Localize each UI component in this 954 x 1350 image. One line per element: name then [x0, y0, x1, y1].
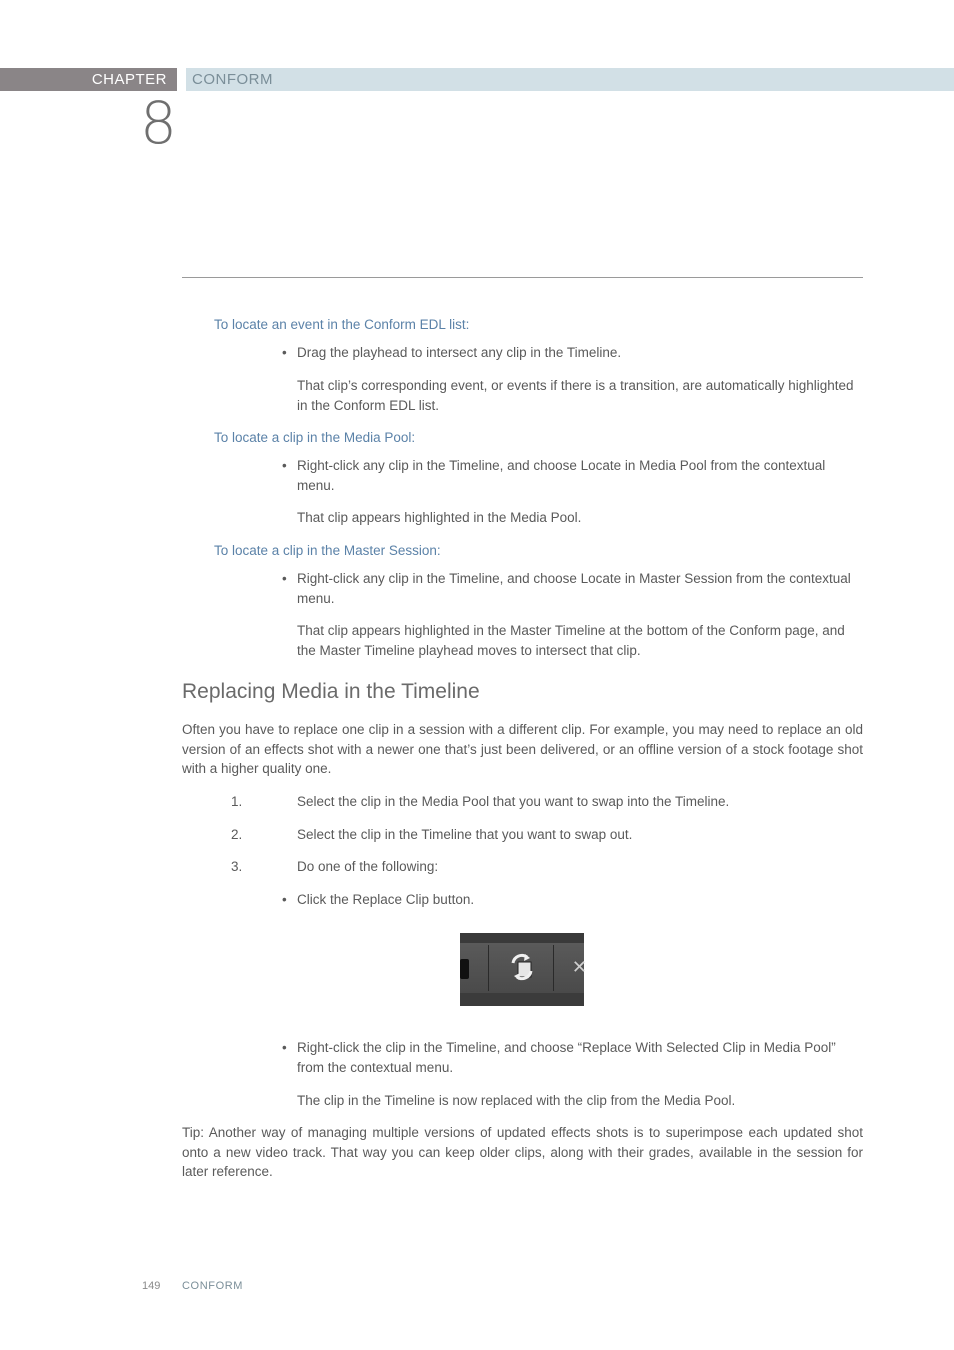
section-divider — [182, 277, 863, 278]
locate-media-pool-result: That clip appears highlighted in the Media Pool. — [297, 510, 582, 525]
bullet-marker: • — [282, 345, 287, 360]
chapter-number: 8 — [140, 89, 177, 157]
replace-result: The clip in the Timeline is now replaced with the clip from the Media Pool. — [297, 1093, 736, 1108]
page-number: 149 — [142, 1280, 161, 1292]
bullet-marker: • — [282, 458, 287, 473]
bullet-marker: • — [282, 571, 287, 586]
replace-option-menu: Right-click the clip in the Timeline, and choose “Replace With Selected Clip in Media Pool” from the contextual menu. — [297, 1040, 836, 1075]
replace-clip-toolbar-screenshot — [460, 933, 587, 1006]
replace-option-button: Click the Replace Clip button. — [297, 892, 475, 907]
replacing-media-intro: Often you have to replace one clip in a session with a different clip. For example, you may need to replace an old version of an effects shot with a newer one that’s just been delivered, or an offline version of a stock footage shot with a higher quality one. — [182, 722, 863, 776]
close-icon: ✕ — [571, 957, 587, 977]
locate-media-pool-step: Right-click any clip in the Timeline, and choose Locate in Media Pool from the contextual menu. — [297, 458, 826, 493]
step-text: Do one of the following: — [297, 859, 439, 874]
replacing-media-heading: Replacing Media in the Timeline — [182, 680, 480, 703]
footer-chapter-label: CONFORM — [182, 1280, 244, 1292]
locate-media-pool-heading: To locate a clip in the Media Pool: — [214, 430, 416, 445]
step-number: 1. — [231, 794, 243, 809]
step-text: Select the clip in the Media Pool that you want to swap into the Timeline. — [297, 794, 730, 809]
locate-master-session-heading: To locate a clip in the Master Session: — [214, 543, 441, 558]
chapter-label: CHAPTER — [0, 68, 177, 91]
clip-block-icon — [460, 959, 469, 979]
step-number: 3. — [231, 859, 243, 874]
locate-master-session-result: That clip appears highlighted in the Master Timeline at the bottom of the Conform page, and the Master Timeline playhead moves to intersect that clip. — [297, 623, 845, 658]
bullet-marker: • — [282, 1040, 287, 1055]
chapter-title: CONFORM — [186, 68, 954, 91]
step-text: Select the clip in the Timeline that you want to swap out. — [297, 827, 633, 842]
step-number: 2. — [231, 827, 243, 842]
locate-master-session-step: Right-click any clip in the Timeline, and choose Locate in Master Session from the contextual menu. — [297, 571, 851, 606]
locate-event-heading: To locate an event in the Conform EDL list: — [214, 317, 470, 332]
locate-event-step: Drag the playhead to intersect any clip in the Timeline. — [297, 345, 622, 360]
tip-paragraph: Tip: Another way of managing multiple versions of updated effects shots is to superimpose each updated shot onto a new video track. That way you can keep older clips, along with their grades, available in the session for later reference. — [182, 1125, 863, 1179]
replace-clip-icon — [509, 953, 535, 981]
bullet-marker: • — [282, 892, 287, 907]
locate-event-result: That clip’s corresponding event, or events if there is a transition, are automatically highlighted in the Conform EDL list. — [297, 378, 854, 413]
